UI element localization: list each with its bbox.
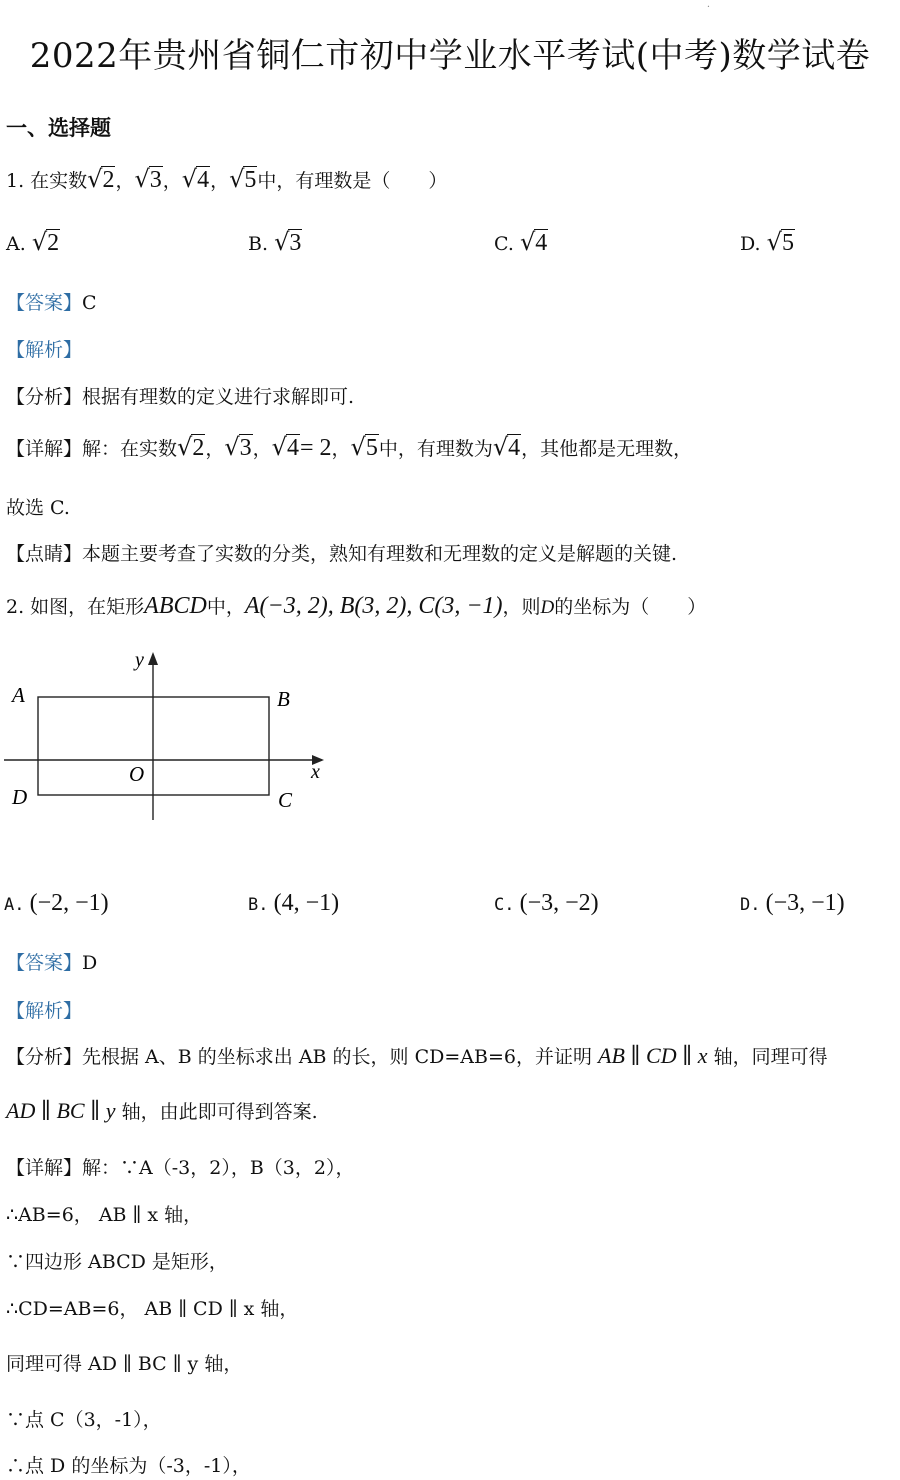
q2-analysis-tag: 【解析】 xyxy=(6,1000,83,1022)
page-title: 2022年贵州省铜仁市初中学业水平考试(中考)数学试卷 xyxy=(29,36,871,76)
q2-step: ∴AB=6， AB ∥ x 轴， xyxy=(6,1204,203,1226)
sqrt-symbol: √5 xyxy=(229,165,257,193)
q1-option-b: B. √3 xyxy=(248,228,302,256)
sqrt-symbol: √4 xyxy=(181,165,210,193)
corner-dot: · xyxy=(706,2,710,13)
q1-xiangjie: 【详解】解：在实数√2，√3，√4= 2，√5中，有理数为√4，其他都是无理数， xyxy=(6,433,693,461)
q1-option-c: C. √4 xyxy=(494,228,548,256)
q1-analysis-tag: 【解析】 xyxy=(6,339,83,361)
q2-step: ∵点 C（3，-1）， xyxy=(6,1409,162,1431)
q2-fenxi-line1: 【分析】先根据 A、B 的坐标求出 AB 的长，则 CD=AB=6，并证明 AB ∥ CD ∥ x 轴，同理可得 xyxy=(6,1043,828,1068)
section-heading: 一、选择题 xyxy=(6,116,111,140)
q2-coordinate-figure xyxy=(0,640,340,830)
q1-option-a: A. √2 xyxy=(6,228,60,256)
q2-answer: 【答案】D xyxy=(6,952,98,974)
sqrt-symbol: √2 xyxy=(87,165,115,193)
q2-option-b: B. (4, −1) xyxy=(248,890,340,916)
point-b-label: B xyxy=(277,687,290,711)
y-axis-label: y xyxy=(135,649,144,671)
q1-option-d: D. √5 xyxy=(740,228,794,256)
q1-answer: 【答案】C xyxy=(6,292,97,314)
q2-step: 同理可得 AD ∥ BC ∥ y 轴， xyxy=(6,1353,243,1375)
sqrt-symbol: √3 xyxy=(134,165,162,193)
q1-conclusion: 故选 C. xyxy=(6,497,70,519)
q2-step: ∴点 D 的坐标为（-3，-1）， xyxy=(6,1455,251,1477)
y-axis-arrow xyxy=(148,652,158,665)
q2-fenxi-line2: AD ∥ BC ∥ y 轴，由此即可得到答案. xyxy=(6,1098,318,1123)
q2-option-d: D. (−3, −1) xyxy=(740,890,845,916)
point-c-label: C xyxy=(278,788,293,812)
q1-suffix: 中，有理数是（ ） xyxy=(257,170,448,192)
q2-step: ∵四边形 ABCD 是矩形， xyxy=(6,1251,228,1273)
origin-label: O xyxy=(129,762,145,786)
point-d-label: D xyxy=(12,785,28,809)
q1-stem: 1. 在实数√2，√3，√4，√5中，有理数是（ ） xyxy=(6,165,448,193)
q2-option-c: C. (−3, −2) xyxy=(494,890,599,916)
q1-dianjing: 【点睛】本题主要考查了实数的分类，熟知有理数和无理数的定义是解题的关键. xyxy=(6,543,678,565)
q2-step: ∴CD=AB=6， AB ∥ CD ∥ x 轴， xyxy=(6,1298,299,1320)
x-axis-label: x xyxy=(311,761,320,783)
q2-step: 【详解】解：∵A（-3，2），B（3，2）， xyxy=(6,1157,355,1179)
q1-prefix: 1. 在实数 xyxy=(6,170,88,192)
q2-stem: 2. 如图，在矩形ABCD中，A(−3, 2), B(3, 2), C(3, −1)，则D的坐标为（ ） xyxy=(6,593,707,619)
q1-fenxi: 【分析】根据有理数的定义进行求解即可. xyxy=(6,386,355,408)
q2-option-a: A. (−2, −1) xyxy=(4,890,109,916)
point-a-label: A xyxy=(12,683,25,707)
